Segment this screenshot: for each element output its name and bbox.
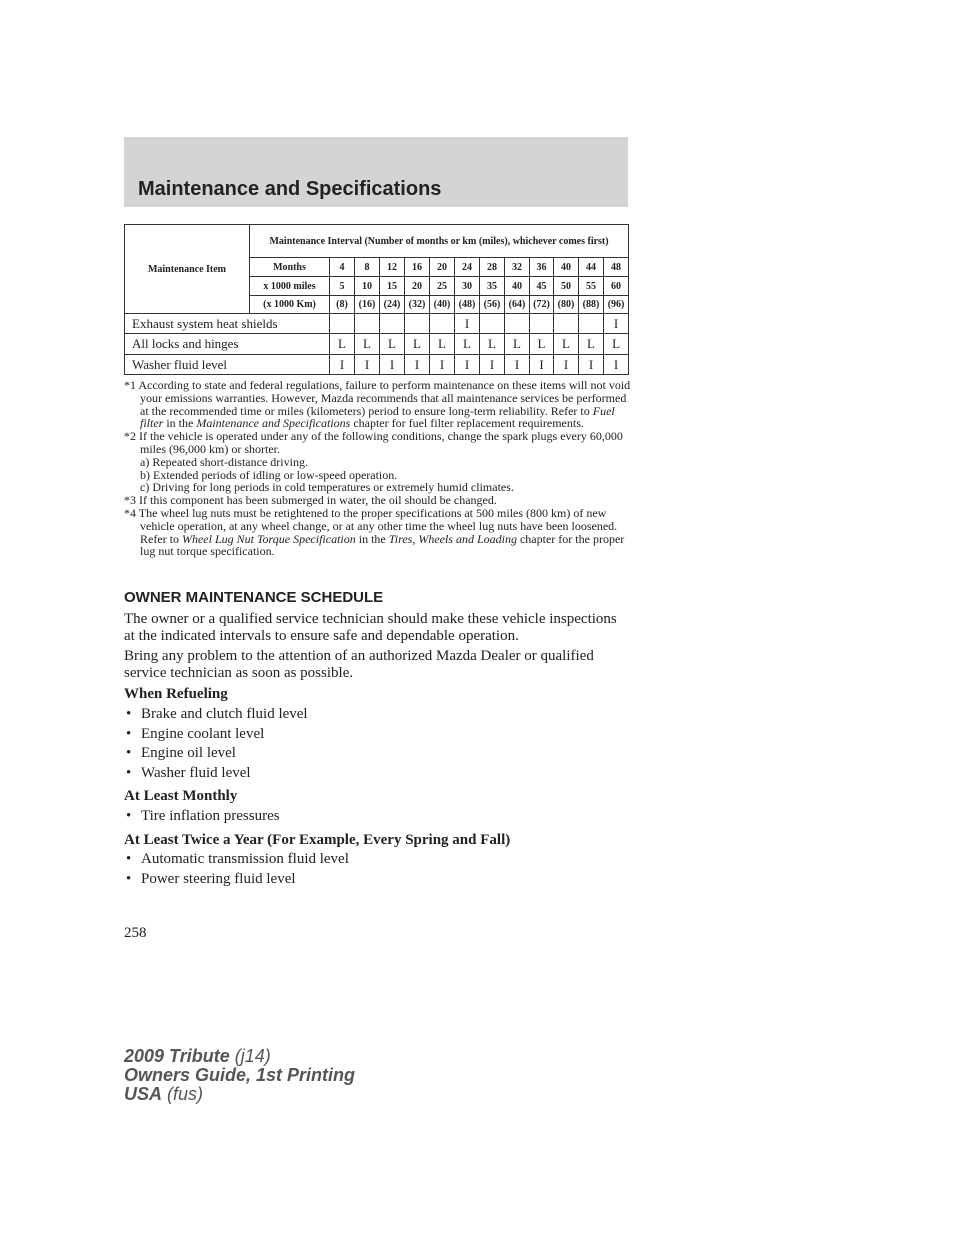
schedule-cell: L xyxy=(554,334,579,355)
miles-label: x 1000 miles xyxy=(250,277,330,296)
months-cell: 8 xyxy=(355,258,380,277)
miles-cell: 50 xyxy=(554,277,579,296)
schedule-cell: I xyxy=(430,355,455,375)
miles-cell: 35 xyxy=(480,277,505,296)
schedule-cell xyxy=(530,314,554,334)
refueling-list xyxy=(124,705,624,783)
months-cell: 12 xyxy=(380,258,405,277)
km-label: (x 1000 Km) xyxy=(250,296,330,314)
footnote-2-condition: b) Extended periods of idling or low-speed operation. xyxy=(140,467,398,482)
row-label: Exhaust system heat shields xyxy=(125,314,330,334)
miles-cell: 10 xyxy=(355,277,380,296)
months-cell: 36 xyxy=(530,258,554,277)
schedule-cell: I xyxy=(455,355,480,375)
footnote-2-condition: a) Repeated short-distance driving. xyxy=(140,454,308,469)
paragraph: The owner or a qualified service technician should make these vehicle inspections at the indicated intervals to ensure safe and dependable operation. xyxy=(124,611,617,644)
miles-cell: 45 xyxy=(530,277,554,296)
miles-cell: 55 xyxy=(579,277,604,296)
interval-title: Maintenance Interval (Number of months or km (miles), whichever comes first) xyxy=(250,225,629,258)
miles-cell: 30 xyxy=(455,277,480,296)
schedule-cell: L xyxy=(480,334,505,355)
months-label: Months xyxy=(250,258,330,277)
footnote-reference: Tires, Wheels and Loading xyxy=(388,531,517,546)
footer-model: 2009 Tribute xyxy=(124,1046,230,1066)
km-cell: (16) xyxy=(355,296,380,314)
footnote-reference: Wheel Lug Nut Torque Specification xyxy=(181,531,356,546)
table-row xyxy=(125,355,629,375)
footer-line-1 xyxy=(124,1047,355,1066)
schedule-cell: I xyxy=(330,355,355,375)
when-refueling-heading: When Refueling xyxy=(124,686,228,703)
footer-line-2: Owners Guide, 1st Printing xyxy=(124,1065,356,1085)
footnote-reference: Maintenance and Specifications xyxy=(196,416,351,431)
list-item: • Brake and clutch fluid level xyxy=(124,705,624,725)
section-heading: OWNER MAINTENANCE SCHEDULE xyxy=(124,589,384,606)
footnotes xyxy=(124,379,634,558)
row-label: Washer fluid level xyxy=(125,355,330,375)
footnote-text: *4 The wheel lug nuts must be retightened to the proper specifications at 500 miles (800 km) of new vehicle operation, at any wheel change, or at any other time the wheel lug nuts have been loosened. Refer to xyxy=(124,505,618,546)
schedule-cell: L xyxy=(405,334,430,355)
footnote-3: *3 If this component has been submerged in water, the oil should be changed. xyxy=(124,493,497,508)
footnote-2: *2 If the vehicle is operated under any of the following conditions, change the spark plugs every 60,000 miles (96,000 km) or shorter. xyxy=(124,429,623,456)
schedule-cell: L xyxy=(380,334,405,355)
schedule-cell: L xyxy=(505,334,530,355)
miles-cell: 20 xyxy=(405,277,430,296)
list-item: • Automatic transmission fluid level xyxy=(124,850,624,870)
maintenance-schedule-table xyxy=(124,224,629,375)
footnote-text: *1 According to state and federal regulations, failure to perform maintenance on these items will not void your emissions warranties. However, Mazda recommends that all maintenance services be performed at the recommended time or miles (kilometers) period to ensure long-term reliability. Refer to xyxy=(124,378,631,418)
section-body xyxy=(124,611,624,891)
schedule-cell: I xyxy=(480,355,505,375)
km-cell: (88) xyxy=(579,296,604,314)
footer-model-code: (j14) xyxy=(234,1046,271,1066)
km-cell: (8) xyxy=(330,296,355,314)
months-cell: 32 xyxy=(505,258,530,277)
footnote-text: chapter for the proper lug nut torque specification. xyxy=(140,531,625,559)
schedule-cell xyxy=(505,314,530,334)
km-cell: (32) xyxy=(405,296,430,314)
schedule-cell: I xyxy=(380,355,405,375)
miles-cell: 5 xyxy=(330,277,355,296)
list-item: • Washer fluid level xyxy=(124,764,624,784)
schedule-cell: I xyxy=(405,355,430,375)
km-cell: (64) xyxy=(505,296,530,314)
schedule-cell: L xyxy=(530,334,554,355)
schedule-cell xyxy=(480,314,505,334)
monthly-list xyxy=(124,807,624,827)
page-number: 258 xyxy=(124,925,147,941)
schedule-cell: I xyxy=(554,355,579,375)
schedule-cell: I xyxy=(355,355,380,375)
km-cell: (48) xyxy=(455,296,480,314)
footer-market-code: (fus) xyxy=(167,1084,204,1104)
months-cell: 24 xyxy=(455,258,480,277)
schedule-cell: I xyxy=(455,314,480,334)
footnote-1 xyxy=(124,379,634,430)
miles-cell: 40 xyxy=(505,277,530,296)
km-cell: (24) xyxy=(380,296,405,314)
schedule-cell: L xyxy=(330,334,355,355)
document-footer xyxy=(124,1047,355,1104)
miles-cell: 60 xyxy=(604,277,629,296)
schedule-cell: L xyxy=(579,334,604,355)
paragraph: Bring any problem to the attention of an authorized Mazda Dealer or qualified service technician as soon as possible. xyxy=(124,648,594,681)
months-cell: 48 xyxy=(604,258,629,277)
twice-a-year-heading: At Least Twice a Year (For Example, Every Spring and Fall) xyxy=(124,831,511,848)
schedule-cell xyxy=(355,314,380,334)
chapter-header-band xyxy=(124,137,628,207)
km-cell: (96) xyxy=(604,296,629,314)
list-item: • Tire inflation pressures xyxy=(124,807,624,827)
schedule-cell: L xyxy=(430,334,455,355)
footnote-text: in the xyxy=(163,416,197,431)
monthly-heading: At Least Monthly xyxy=(124,788,238,805)
table-row xyxy=(125,334,629,355)
km-cell: (56) xyxy=(480,296,505,314)
schedule-cell: I xyxy=(604,355,629,375)
footnote-4 xyxy=(124,507,634,558)
schedule-cell: L xyxy=(455,334,480,355)
months-cell: 28 xyxy=(480,258,505,277)
schedule-cell xyxy=(554,314,579,334)
months-cell: 40 xyxy=(554,258,579,277)
schedule-cell: L xyxy=(355,334,380,355)
schedule-cell: L xyxy=(604,334,629,355)
schedule-cell: I xyxy=(579,355,604,375)
km-cell: (72) xyxy=(530,296,554,314)
months-cell: 44 xyxy=(579,258,604,277)
footnote-text: chapter for fuel filter replacement requirements. xyxy=(350,416,584,431)
footer-line-3 xyxy=(124,1085,355,1104)
twice-a-year-list xyxy=(124,850,624,889)
km-cell: (80) xyxy=(554,296,579,314)
months-cell: 20 xyxy=(430,258,455,277)
list-item: • Engine oil level xyxy=(124,744,624,764)
schedule-cell xyxy=(405,314,430,334)
list-item: • Engine coolant level xyxy=(124,725,624,745)
maintenance-item-header: Maintenance Item xyxy=(125,225,250,314)
schedule-cell: I xyxy=(604,314,629,334)
footer-market: USA xyxy=(124,1084,163,1104)
months-cell: 16 xyxy=(405,258,430,277)
schedule-cell: I xyxy=(505,355,530,375)
schedule-cell xyxy=(579,314,604,334)
km-cell: (40) xyxy=(430,296,455,314)
row-label: All locks and hinges xyxy=(125,334,330,355)
footnote-reference: Fuel filter xyxy=(140,403,615,431)
schedule-cell xyxy=(380,314,405,334)
footnote-2-condition: c) Driving for long periods in cold temperatures or extremely humid climates. xyxy=(140,480,514,495)
schedule-cell xyxy=(330,314,355,334)
schedule-cell xyxy=(430,314,455,334)
months-cell: 4 xyxy=(330,258,355,277)
list-item: • Power steering fluid level xyxy=(124,870,624,890)
chapter-title: Maintenance and Specifications xyxy=(138,178,442,200)
footnote-text: in the xyxy=(355,531,389,546)
miles-cell: 15 xyxy=(380,277,405,296)
table-row xyxy=(125,314,629,334)
miles-cell: 25 xyxy=(430,277,455,296)
schedule-cell: I xyxy=(530,355,554,375)
